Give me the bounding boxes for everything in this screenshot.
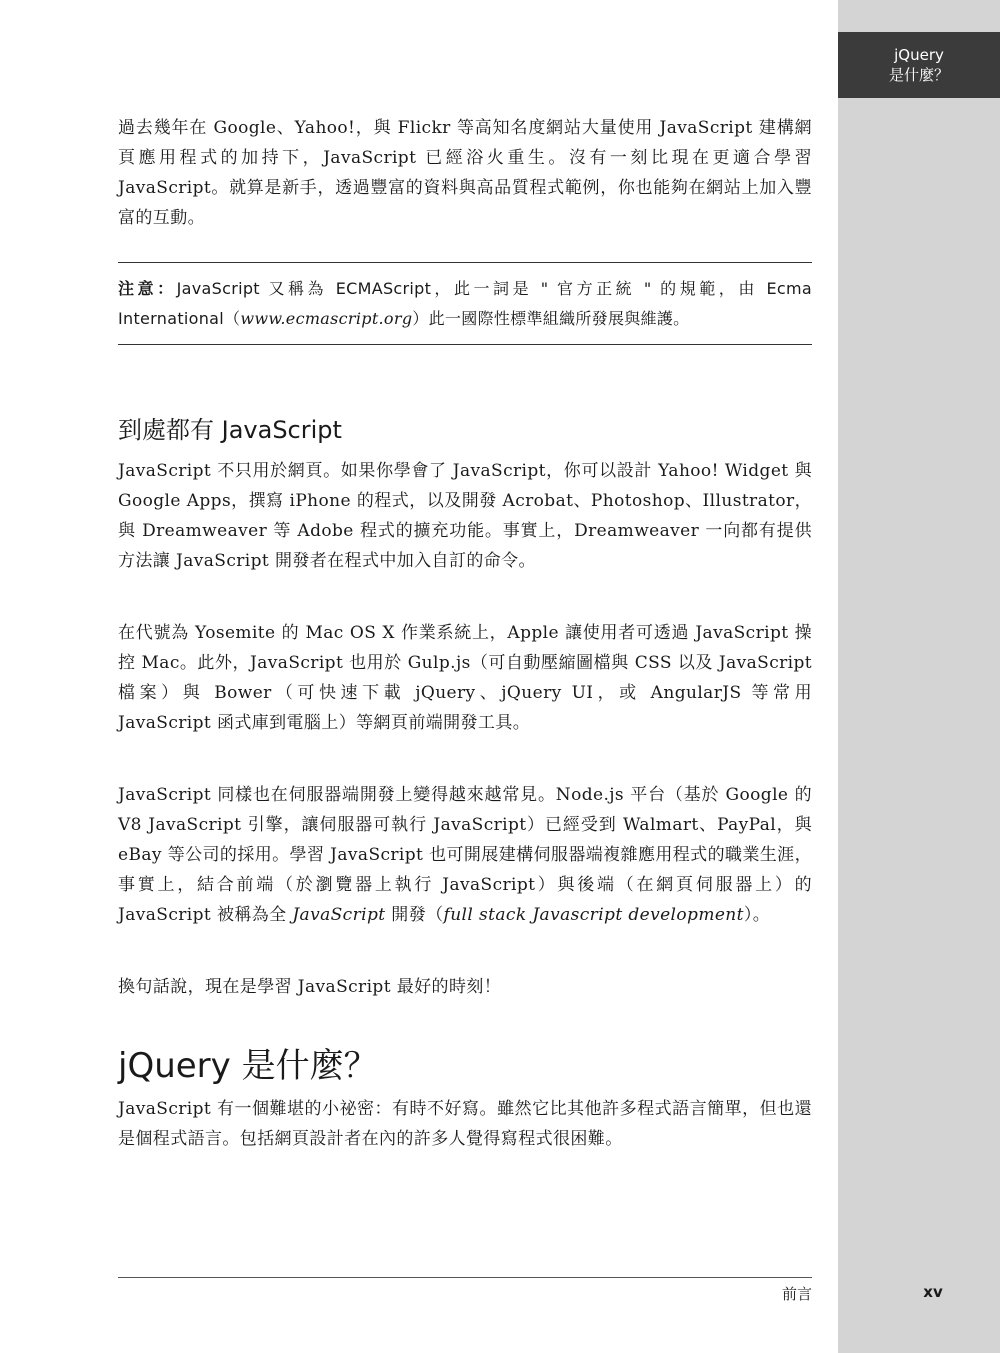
note-label: 注意： <box>118 279 177 298</box>
note-bottom-rule <box>118 344 812 345</box>
p3-text-b: 開發（ <box>385 905 444 925</box>
chapter-tab-line2: 是什麼？ <box>888 66 949 84</box>
p3-text-c: ）。 <box>743 905 771 925</box>
paragraph-jquery-1: JavaScript 有一個難堪的小祕密：有時不好寫。雖然它比其他許多程式語言簡單，但也還是個程式語言。包括網頁設計者在內的許多人覺得寫程式很困難。 <box>118 1099 812 1149</box>
p3-text-a: JavaScript 同樣也在伺服器端開發上變得越來越常見。Node.js 平台（基於 Google 的 V8 JavaScript 引擎，讓伺服器可執行 JavaScript）已經受到 Walmart、PayPal，與 eBay 等公司的採用。學習 JavaScript 也可開展建構伺服器端複雜應用程式的職業生涯，事實上，結合前端（於瀏覽器上執行 JavaScript）與後端（在網頁伺服器上）的 JavaScript 被稱為全 <box>118 785 812 925</box>
note-top-rule <box>118 262 812 263</box>
intro-paragraph: 過去幾年在 Google、Yahoo!，與 Flickr 等高知名度網站大量使用 JavaScript 建構網頁應用程式的加持下，JavaScript 已經浴火重生。沒有一刻比現在更適合學習 JavaScript。就算是新手，透過豐富的資料與高品質程式範例，你也能夠在網站上加入豐富的互動。 <box>118 118 812 228</box>
note-url: www.ecmascript.org <box>240 309 413 328</box>
footer-section-label: 前言 <box>781 1285 812 1303</box>
note-box <box>118 274 812 334</box>
note-text-2: ）此一國際性標準組織所發展與維護。 <box>412 309 690 328</box>
paragraph-everywhere-2: 在代號為 Yosemite 的 Mac OS X 作業系統上，Apple 讓使用者可透過 JavaScript 操控 Mac。此外，JavaScript 也用於 Gulp.js（可自動壓縮圖檔與 CSS 以及 JavaScript 檔案）與 Bower（可快速下載 jQuery、jQuery UI，或 AngularJS 等常用 JavaScript 函式庫到電腦上）等網頁前端開發工具。 <box>118 623 812 733</box>
note-text-1: JavaScript 又稱為 ECMAScript，此一詞是 " 官方正統 " 的規範，由 Ecma International（ <box>118 279 812 328</box>
footer-rule <box>118 1277 812 1278</box>
page-number: xv <box>923 1283 943 1301</box>
paragraph-everywhere-1: JavaScript 不只用於網頁。如果你學會了 JavaScript，你可以設計 Yahoo! Widget 與 Google Apps，撰寫 iPhone 的程式，以及開發 Acrobat、Photoshop、Illustrator，與 Dreamweaver 等 Adobe 程式的擴充功能。事實上，Dreamweaver 一向都有提供方法讓 JavaScript 開發者在程式中加入自訂的命令。 <box>118 461 812 571</box>
section-heading-jquery: jQuery 是什麼？ <box>118 1046 378 1086</box>
p3-emphasis-2: full stack Javascript development <box>443 905 744 925</box>
paragraph-everywhere-4: 換句話說，現在是學習 JavaScript 最好的時刻！ <box>118 977 502 997</box>
chapter-tab <box>838 32 1000 98</box>
chapter-tab-line1: jQuery <box>894 46 944 64</box>
p3-emphasis-1: JavaScript <box>292 905 386 925</box>
section-heading-everywhere: 到處都有 JavaScript <box>118 416 342 444</box>
side-bar <box>838 0 1000 1353</box>
paragraph-everywhere-3 <box>118 780 812 930</box>
